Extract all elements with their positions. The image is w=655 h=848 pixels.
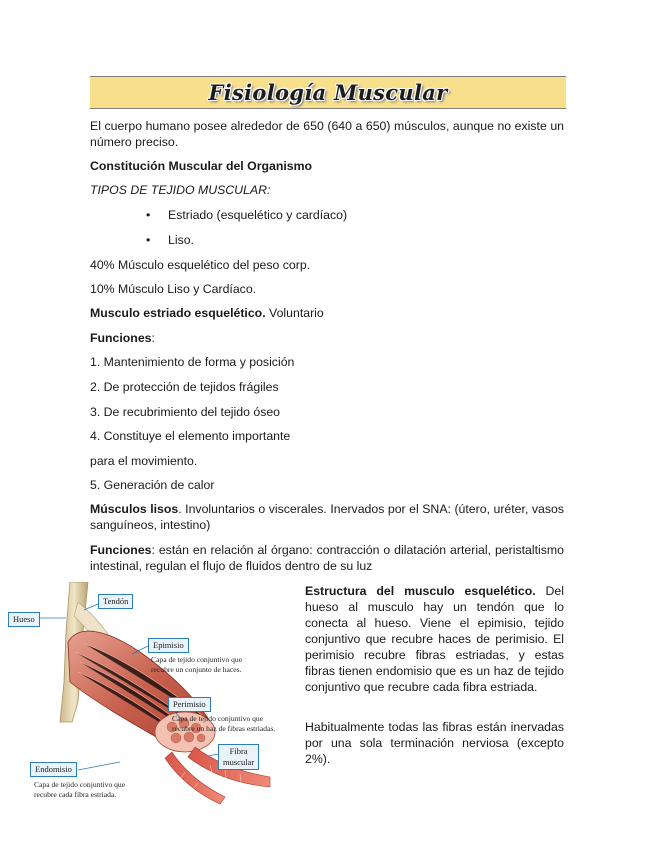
- label-perimisio: Perimisio: [168, 697, 211, 712]
- page-title: Fisiología Muscular: [208, 80, 448, 105]
- estructura-paragraph: [305, 583, 564, 695]
- label-hueso: Hueso: [8, 612, 40, 627]
- estructura-heading: Estructura del musculo esquelético.: [305, 584, 536, 598]
- tipo-estriado: Estriado (esquelético y cardíaco): [168, 208, 348, 222]
- tipo-liso: Liso.: [168, 233, 194, 247]
- bullet-icon: •: [146, 233, 151, 247]
- funciones-heading: Funciones: [90, 331, 152, 345]
- funcion-item: 2. De protección de tejidos frágiles: [90, 380, 279, 394]
- lisos-text: . Involuntarios o viscerales. Inervados por el SNA: (útero, uréter, vasos sanguíneos, intestino): [90, 502, 564, 532]
- caption-endomisio: Capa de tejido conjuntivo que recubre cada fibra estriada.: [34, 780, 126, 799]
- stat-skeletal: 40% Músculo esquelético del peso corp.: [90, 258, 311, 272]
- funcion-item: 1. Mantenimiento de forma y posición: [90, 355, 295, 369]
- title-banner: [90, 76, 566, 109]
- funciones-heading-line: [90, 330, 564, 346]
- funciones-lisos-paragraph: [90, 542, 564, 574]
- estriado-text: Voluntario: [265, 306, 324, 320]
- label-tendon: Tendón: [98, 594, 133, 609]
- funcion-item: 4. Constituye el elemento importante: [90, 429, 291, 443]
- funcion-item: para el movimiento.: [90, 454, 198, 468]
- label-epimisio: Epimisio: [148, 638, 189, 653]
- habitualmente-paragraph: Habitualmente todas las fibras están inervadas por una sola terminación nerviosa (excepto 2%).: [305, 720, 564, 766]
- label-fibra-muscular: Fibra muscular: [218, 744, 259, 770]
- stat-smooth: 10% Músculo Liso y Cardíaco.: [90, 282, 257, 296]
- list-item: [146, 207, 347, 223]
- caption-perimisio: Capa de tejido conjuntivo que recubre un haz de fibras estriadas.: [172, 714, 276, 733]
- bullet-icon: •: [146, 208, 151, 222]
- funciones-lisos-text: : están en relación al órgano: contracción o dilatación arterial, peristaltismo intestinal, regulan el flujo de fluidos dentro de su luz: [90, 543, 564, 573]
- constitucion-heading: Constitución Muscular del Organismo: [90, 159, 313, 173]
- muscle-structure-figure: [0, 582, 300, 808]
- funciones-lisos-heading: Funciones: [90, 543, 152, 557]
- list-item: [146, 232, 194, 248]
- lisos-paragraph: [90, 501, 564, 533]
- estructura-text: Del hueso al musculo hay un tendón que lo conecta al hueso. Viene el epimisio, tejido conjuntivo que recubre haces de perimisio. El perimisio recubre fibras estriadas, y estas fibras tienen endomisio que es un haz de tejido conjuntivo que recubre cada fibra estriada.: [305, 584, 565, 694]
- caption-epimisio: Capa de tejido conjuntivo que recubre un conjunto de haces.: [151, 655, 243, 674]
- intro-paragraph: El cuerpo humano posee alrededor de 650 (640 a 650) músculos, aunque no existe un número preciso.: [90, 119, 564, 149]
- tipos-heading: TIPOS DE TEJIDO MUSCULAR:: [90, 183, 271, 197]
- funcion-item: 3. De recubrimiento del tejido óseo: [90, 405, 281, 419]
- funcion-item: 5. Generación de calor: [90, 478, 215, 492]
- label-endomisio: Endomisio: [30, 762, 77, 777]
- funciones-colon: :: [151, 331, 155, 345]
- estriado-heading: Musculo estriado esquelético.: [90, 306, 266, 320]
- estriado-line: [90, 305, 564, 321]
- lisos-heading: Músculos lisos: [90, 502, 179, 516]
